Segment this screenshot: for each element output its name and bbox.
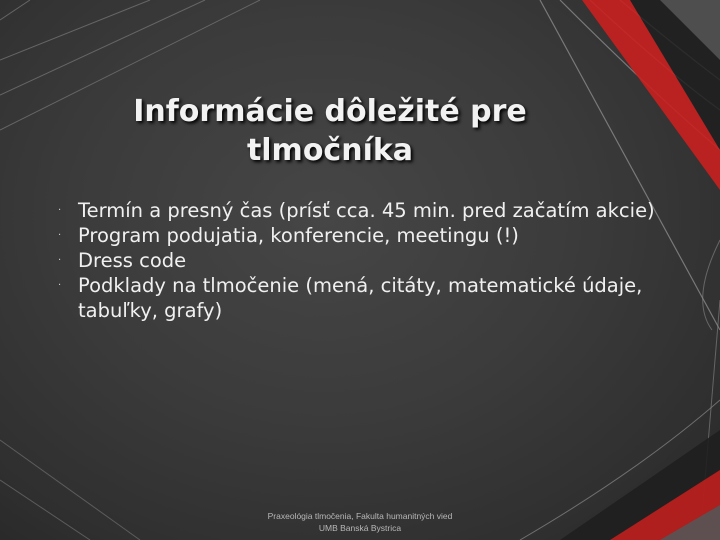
bullet-item <box>58 248 668 273</box>
bullet-marker: · <box>58 280 62 291</box>
slide-title: Informácie dôležité pre tlmočníka <box>133 94 527 168</box>
bullet-text: Podklady na tlmočenie (mená, citáty, matematické údaje, tabuľky, grafy) <box>78 274 643 322</box>
bullet-marker: · <box>58 205 62 216</box>
bullet-text: Dress code <box>78 249 187 272</box>
bullet-marker: · <box>58 255 62 266</box>
footer-line-1: Praxeológia tlmočenia, Fakulta humanitných vied <box>267 511 453 521</box>
bullet-item <box>58 198 668 223</box>
bullet-list <box>58 198 668 323</box>
bottom-left-decor <box>0 440 140 540</box>
bullet-item <box>58 223 668 248</box>
bullet-item <box>58 273 668 323</box>
bullet-marker: · <box>58 230 62 241</box>
footer-line-2: UMB Banská Bystrica <box>318 523 402 533</box>
bottom-right-decor <box>520 400 720 540</box>
bullet-text: Termín a presný čas (prísť cca. 45 min. pred začatím akcie) <box>78 199 655 222</box>
bullet-text: Program podujatia, konferencie, meetingu (!) <box>78 224 519 247</box>
slide-footer <box>240 510 480 534</box>
